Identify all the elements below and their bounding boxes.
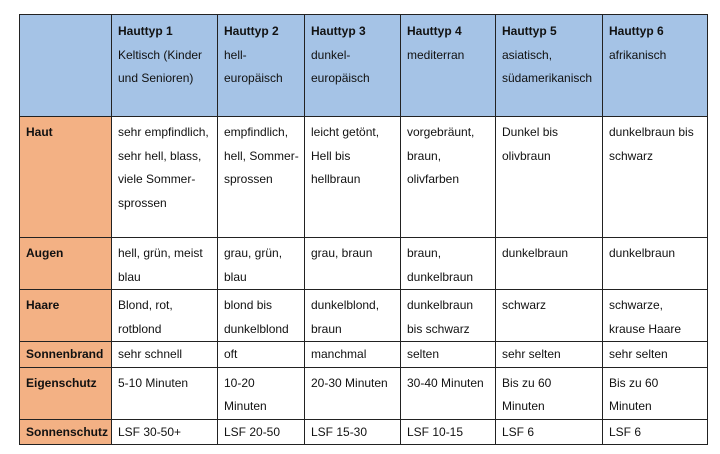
- table-cell: sehr empfindlich, sehr hell, blass, viele Sommer-sprossen: [112, 117, 218, 238]
- column-header-hauttyp-6: [603, 15, 708, 117]
- column-description: hell-europäisch: [224, 47, 283, 85]
- table-cell: LSF 15-30: [305, 419, 401, 445]
- table-cell: sehr schnell: [112, 342, 218, 368]
- table-row-eigenschutz: [20, 367, 708, 419]
- column-title: Hauttyp 1: [118, 24, 173, 38]
- header-row: [20, 15, 708, 117]
- table-cell: Bis zu 60 Minuten: [496, 367, 603, 419]
- table-cell: LSF 6: [603, 419, 708, 445]
- table-cell: sehr selten: [496, 342, 603, 368]
- row-label: Haare: [20, 290, 112, 342]
- table-cell: dunkelbraun bis schwarz: [401, 290, 496, 342]
- corner-cell: [20, 15, 112, 117]
- table-cell: sehr selten: [603, 342, 708, 368]
- row-label: Sonnenschutz: [20, 419, 112, 445]
- table-cell: vorgebräunt, braun, olivfarben: [401, 117, 496, 238]
- table-cell: schwarze, krause Haare: [603, 290, 708, 342]
- row-label: Sonnenbrand: [20, 342, 112, 368]
- table-cell: LSF 6: [496, 419, 603, 445]
- table-row-haut: [20, 117, 708, 238]
- table-cell: LSF 30-50+: [112, 419, 218, 445]
- table-cell: LSF 10-15: [401, 419, 496, 445]
- row-label: Haut: [20, 117, 112, 238]
- table-cell: schwarz: [496, 290, 603, 342]
- table-cell: 5-10 Minuten: [112, 367, 218, 419]
- column-header-hauttyp-5: [496, 15, 603, 117]
- table-cell: braun, dunkelbraun: [401, 238, 496, 290]
- column-title: Hauttyp 4: [407, 24, 462, 38]
- table-cell: Dunkel bis olivbraun: [496, 117, 603, 238]
- column-title: Hauttyp 6: [609, 24, 664, 38]
- table-cell: grau, grün, blau: [218, 238, 305, 290]
- column-description: afrikanisch: [609, 47, 667, 62]
- row-label: Augen: [20, 238, 112, 290]
- column-title: Hauttyp 5: [502, 24, 557, 38]
- table-cell: dunkelbraun: [603, 238, 708, 290]
- column-description: Keltisch (Kinder und Senioren): [118, 47, 203, 85]
- column-description: mediterran: [407, 47, 465, 62]
- column-header-hauttyp-3: [305, 15, 401, 117]
- skin-type-table: [19, 14, 708, 445]
- column-header-hauttyp-1: [112, 15, 218, 117]
- column-title: Hauttyp 2: [224, 24, 279, 38]
- table-cell: grau, braun: [305, 238, 401, 290]
- table-cell: 30-40 Minuten: [401, 367, 496, 419]
- column-header-hauttyp-4: [401, 15, 496, 117]
- table-cell: 10-20 Minuten: [218, 367, 305, 419]
- table-row-haare: [20, 290, 708, 342]
- column-title: Hauttyp 3: [311, 24, 366, 38]
- table-row-sonnenschutz: [20, 419, 708, 445]
- table-cell: Blond, rot, rotblond: [112, 290, 218, 342]
- table-cell: selten: [401, 342, 496, 368]
- table-cell: 20-30 Minuten: [305, 367, 401, 419]
- table-cell: oft: [218, 342, 305, 368]
- table-cell: manchmal: [305, 342, 401, 368]
- column-description: asiatisch, südamerikanisch: [502, 47, 593, 85]
- table-cell: dunkelblond, braun: [305, 290, 401, 342]
- table-row-sonnenbrand: [20, 342, 708, 368]
- table-cell: blond bis dunkelblond: [218, 290, 305, 342]
- table-cell: hell, grün, meist blau: [112, 238, 218, 290]
- table-row-augen: [20, 238, 708, 290]
- table-cell: leicht getönt, Hell bis hellbraun: [305, 117, 401, 238]
- row-label: Eigenschutz: [20, 367, 112, 419]
- table-cell: LSF 20-50: [218, 419, 305, 445]
- table-cell: dunkelbraun bis schwarz: [603, 117, 708, 238]
- column-description: dunkel-europäisch: [311, 47, 370, 85]
- table-cell: Bis zu 60 Minuten: [603, 367, 708, 419]
- column-header-hauttyp-2: [218, 15, 305, 117]
- table-cell: dunkelbraun: [496, 238, 603, 290]
- table-cell: empfindlich, hell, Sommer-sprossen: [218, 117, 305, 238]
